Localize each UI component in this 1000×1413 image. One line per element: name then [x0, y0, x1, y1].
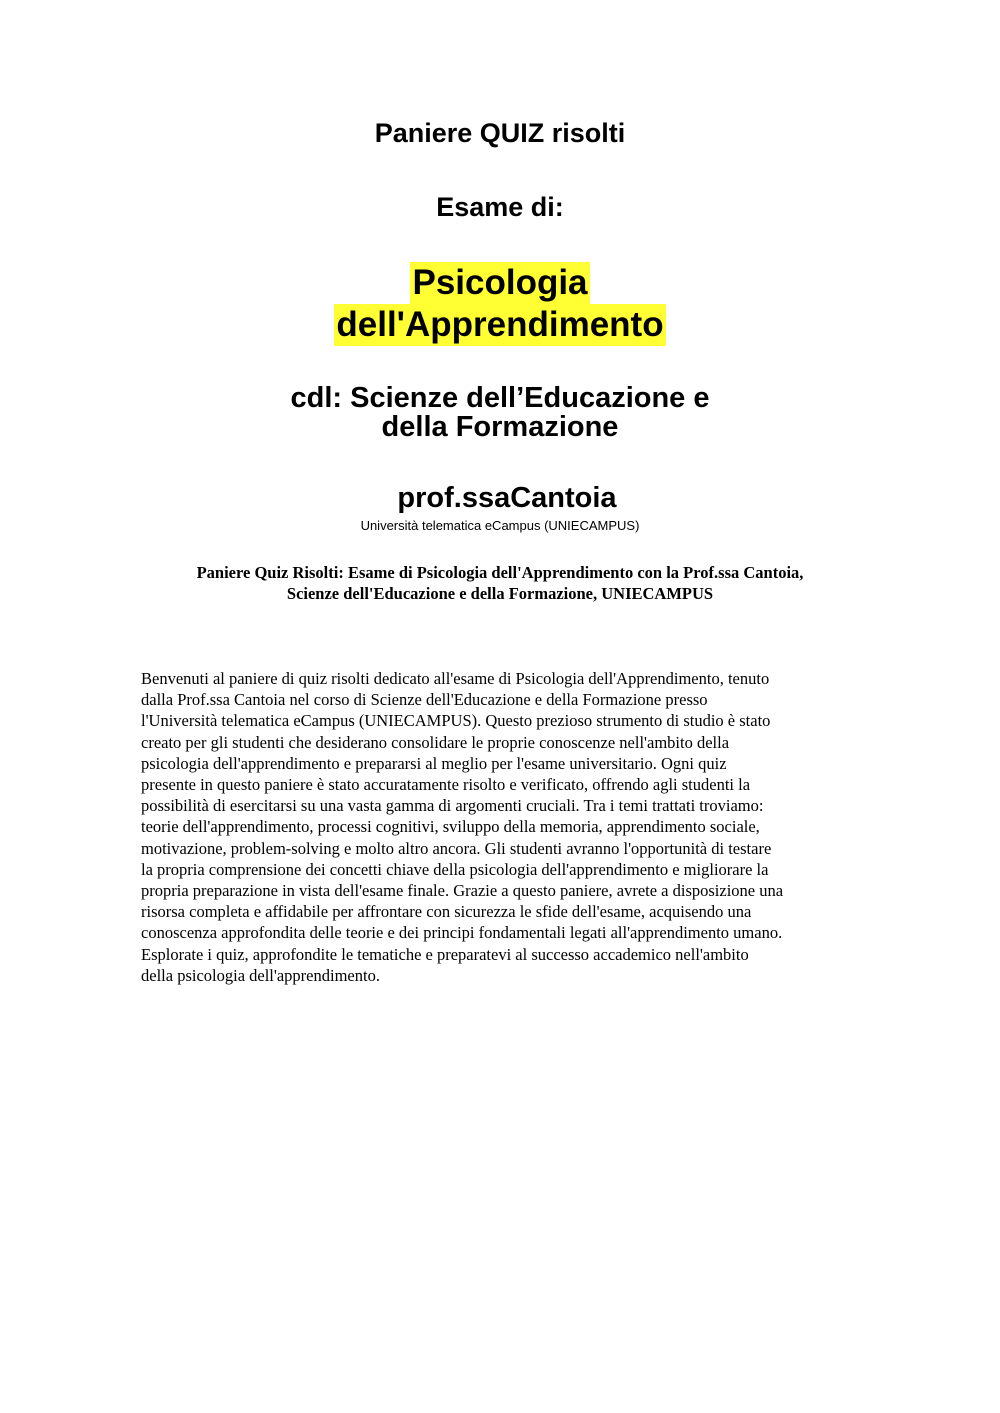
- summary-headline-line-2: Scienze dell'Educazione e della Formazione, UNIECAMPUS: [286, 584, 714, 603]
- intro-line: risorsa completa e affidabile per affrontare con sicurezza le sfide dell'esame, acquisendo una: [141, 902, 752, 922]
- exam-label: Esame di:: [436, 192, 564, 222]
- intro-line: propria preparazione in vista dell'esame finale. Grazie a questo paniere, avrete a disposizione una: [141, 881, 784, 901]
- degree-course-line-1: cdl: Scienze dell’Educazione e: [290, 382, 710, 414]
- intro-line: l'Università telematica eCampus (UNIECAMPUS). Questo prezioso strumento di studio è stato: [141, 711, 771, 731]
- intro-line: Esplorate i quiz, approfondite le tematiche e preparatevi al successo accademico nell'ambito: [141, 944, 749, 964]
- intro-paragraph: [141, 668, 871, 986]
- intro-line: dalla Prof.ssa Cantoia nel corso di Scienze dell'Educazione e della Formazione presso: [141, 690, 708, 710]
- summary-headline-line-1: Paniere Quiz Risolti: Esame di Psicologia dell'Apprendimento con la Prof.ssa Cantoia,: [196, 563, 804, 582]
- intro-line: teorie dell'apprendimento, processi cognitivi, sviluppo della memoria, apprendimento sociale,: [141, 817, 760, 837]
- professor-name: prof.ssaCantoia: [397, 482, 617, 514]
- intro-line: presente in questo paniere è stato accuratamente risolto e verificato, offrendo agli studenti la: [141, 775, 751, 795]
- intro-line: possibilità di esercitarsi su una vasta gamma di argomenti cruciali. Tra i temi trattati troviamo:: [141, 796, 764, 816]
- intro-line: psicologia dell'apprendimento e prepararsi al meglio per l'esame universitario. Ogni quiz: [141, 753, 727, 773]
- intro-line: creato per gli studenti che desiderano consolidare le proprie conoscenze nell'ambito della: [141, 732, 730, 752]
- intro-line: conoscenza approfondita delle teorie e dei principi fondamentali legati all'apprendimento umano.: [141, 923, 783, 943]
- subject-title-line-2: dell'Apprendimento: [336, 305, 664, 344]
- intro-line: della psicologia dell'apprendimento.: [141, 965, 380, 985]
- intro-line: motivazione, problem-solving e molto altro ancora. Gli studenti avranno l'opportunità di testare: [141, 838, 772, 858]
- intro-line: Benvenuti al paniere di quiz risolti dedicato all'esame di Psicologia dell'Apprendimento, tenuto: [141, 669, 770, 688]
- subject-title-line-1: Psicologia: [412, 263, 588, 302]
- degree-course-line-2: della Formazione: [381, 411, 619, 443]
- summary-headline: [0, 562, 1000, 604]
- document-title: Paniere QUIZ risolti: [374, 118, 626, 148]
- university-name: Università telematica eCampus (UNIECAMPUS): [360, 518, 640, 533]
- degree-course: [0, 384, 1000, 442]
- intro-line: la propria comprensione dei concetti chiave della psicologia dell'apprendimento e migliorare la: [141, 859, 769, 879]
- subject-title: [0, 262, 1000, 346]
